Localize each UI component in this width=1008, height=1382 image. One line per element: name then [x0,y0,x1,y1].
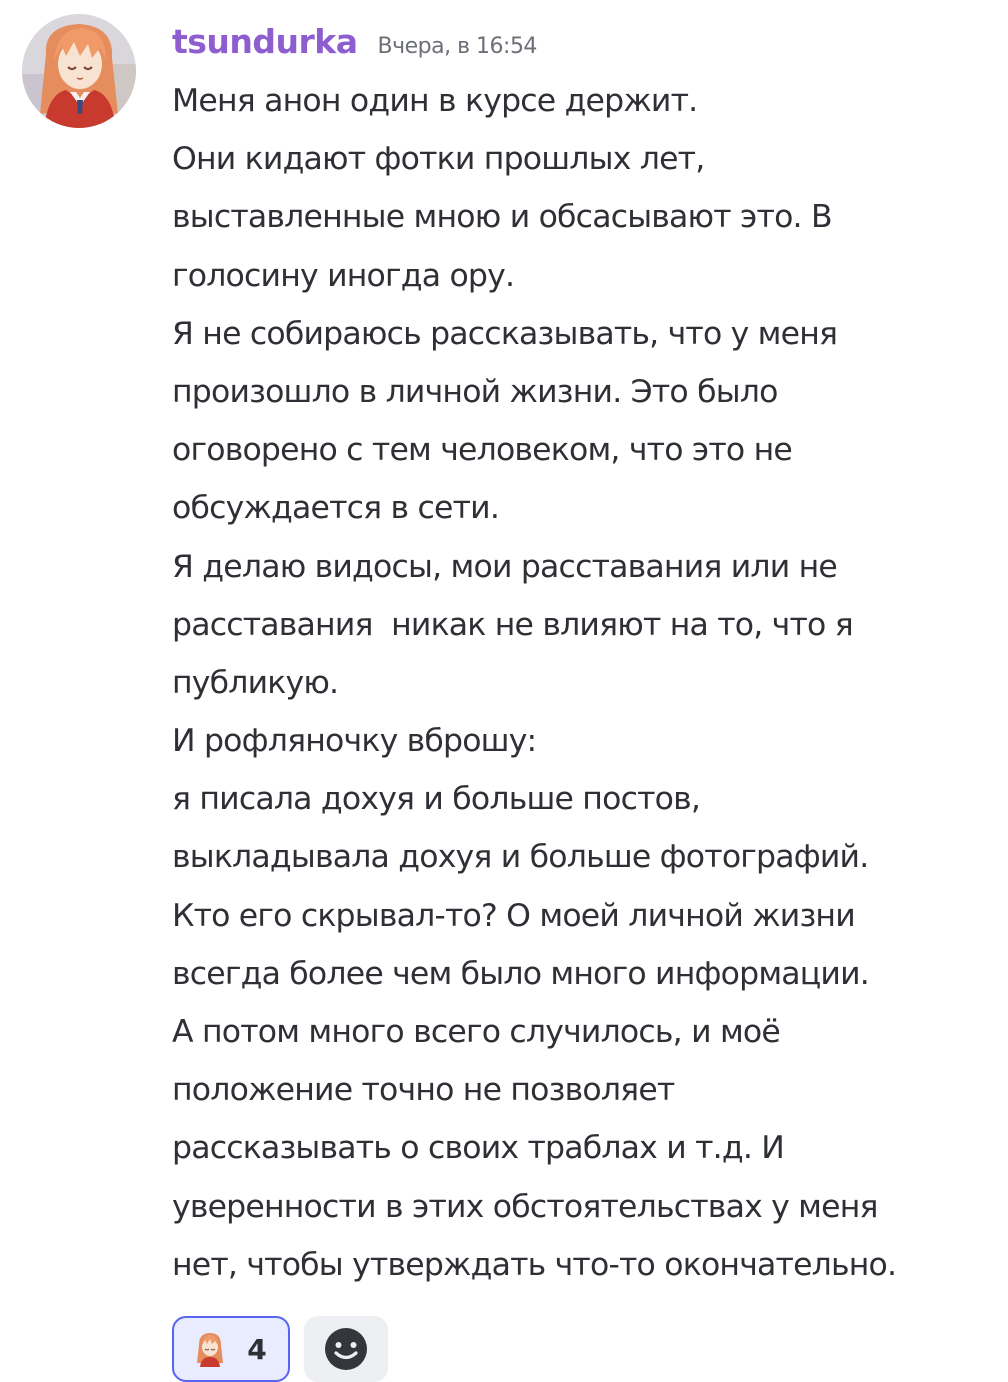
message-line: Кто его скрывал-то? О моей личной жизни [172,897,855,934]
message-line: положение точно не позволяет [172,1072,675,1109]
reaction-button[interactable] [172,1316,290,1382]
reaction-count: 4 [247,1332,267,1366]
message-header [172,22,537,66]
message-line: рассказывать о своих траблах и т.д. И [172,1130,785,1167]
anime-girl-emoji-icon [195,1331,225,1367]
message-line: Я делаю видосы, мои расставания или не [172,548,837,585]
message-line: выкладывала дохуя и больше фотографий. [172,839,869,876]
message-text [172,72,992,1294]
anime-girl-avatar-icon [22,14,136,128]
message-line: Меня анон один в курсе держит. [172,83,698,119]
message-line: голосину иногда ору. [172,257,515,294]
message-line: обсуждается в сети. [172,490,500,527]
smiley-icon [323,1326,369,1372]
message-line: уверенности в этих обстоятельствах у меня [172,1188,878,1225]
message-line: нет, чтобы утверждать что-то окончательно. [172,1246,897,1283]
reactions-bar [172,1316,388,1382]
message-line: Они кидают фотки прошлых лет, [172,141,705,178]
message-line: А потом много всего случилось, и моё [172,1014,780,1050]
message-line: произошло в личной жизни. Это было [172,373,778,410]
message-line: И рофляночку вброшу: [172,723,537,760]
user-avatar[interactable] [22,14,136,128]
message-line: Я не собираюсь рассказывать, что у меня [172,315,838,352]
message-line: я писала дохуя и больше постов, [172,781,701,818]
message-line: расставания никак не влияют на то, что я [172,606,853,643]
message-line: выставленные мною и обсасывают это. В [172,199,832,236]
message-line: всегда более чем было много информации. [172,955,869,992]
add-reaction-button[interactable] [304,1316,388,1382]
message-line: публикую. [172,664,339,701]
username[interactable]: tsundurka [172,22,358,61]
message-timestamp: Вчера, в 16:54 [377,34,537,59]
message-line: оговорено с тем человеком, что это не [172,432,792,469]
